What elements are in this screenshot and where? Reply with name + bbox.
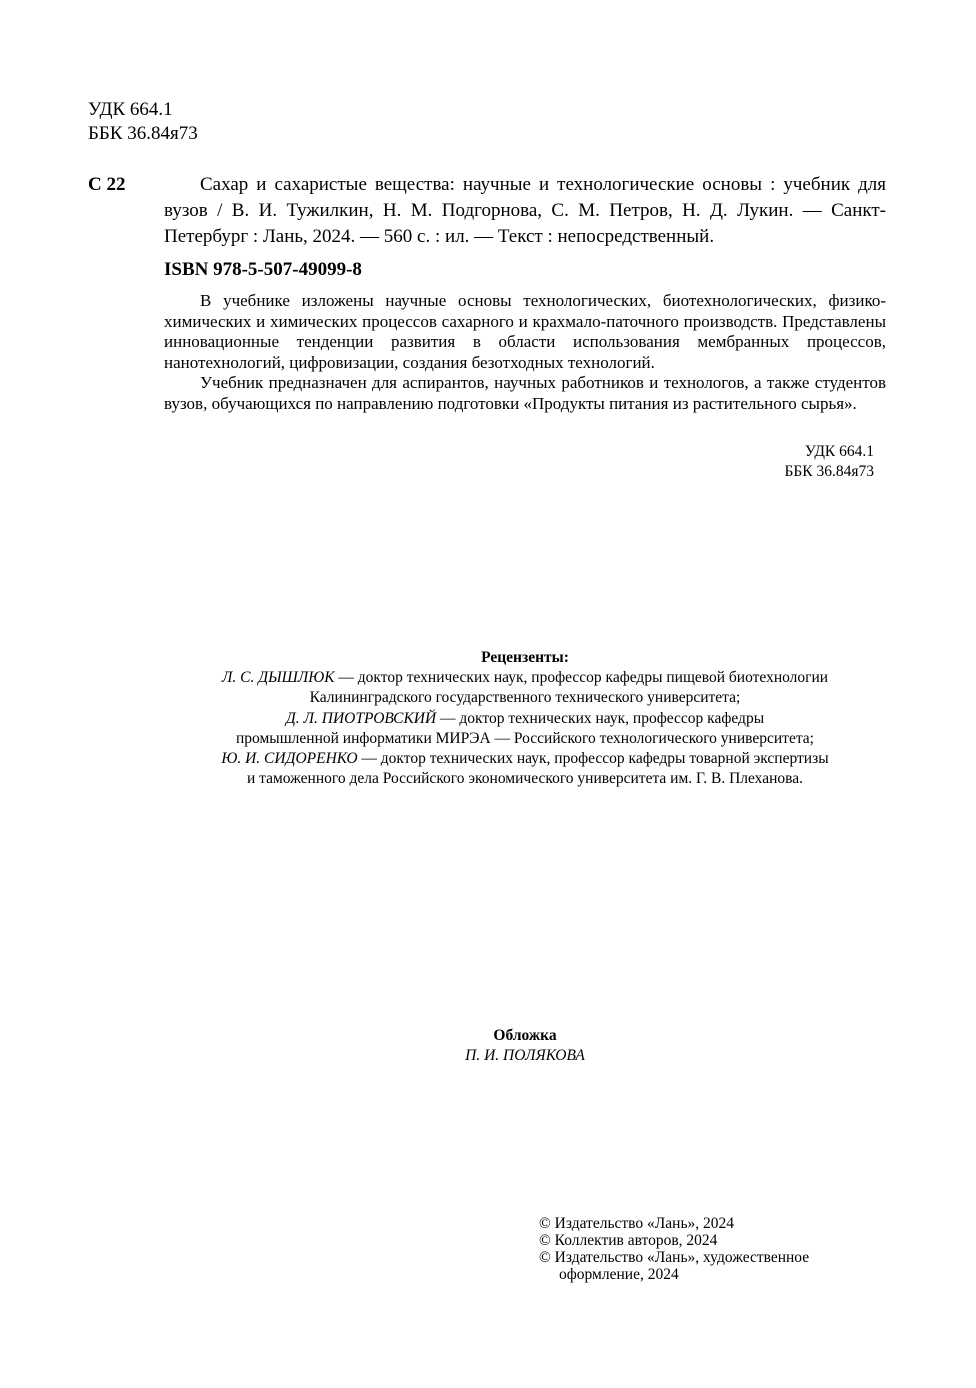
- reviewer-3: [100, 749, 950, 769]
- reviewer-name: Д. Л. ПИОТРОВСКИЙ: [285, 709, 437, 727]
- bbk-code: ББК 36.84я73: [88, 123, 198, 144]
- reviewer-1-affiliation: Калининградского государственного технического университета;: [309, 689, 741, 707]
- cover-designer: П. И. ПОЛЯКОВА: [465, 1047, 585, 1064]
- bbk-code-footer: ББК 36.84я73: [784, 463, 874, 480]
- cover-title: Обложка: [493, 1027, 557, 1044]
- classification-header: [88, 98, 198, 146]
- reviewer-2: [100, 709, 950, 729]
- reviewer-1: [100, 668, 950, 688]
- reviewer-2-affiliation: промышленной информатики МИРЭА — Российского технологического университета;: [236, 729, 814, 747]
- reviewer-desc: — доктор технических наук, профессор кафедры товарной экспертизы: [357, 750, 829, 768]
- copyright-line: © Издательство «Лань», 2024: [539, 1215, 735, 1232]
- copyright-line: оформление, 2024: [559, 1266, 679, 1283]
- reviewers-block: [100, 648, 950, 789]
- cover-credit: [300, 1026, 750, 1066]
- copyright-line: © Коллектив авторов, 2024: [539, 1232, 718, 1249]
- reviewers-title: Рецензенты:: [481, 649, 569, 666]
- copyright-line: © Издательство «Лань», художественное: [539, 1249, 810, 1266]
- isbn: ISBN 978-5-507-49099-8: [164, 259, 362, 280]
- copyright-block: [539, 1215, 809, 1283]
- udk-code: УДК 664.1: [88, 99, 173, 120]
- reviewer-name: Ю. И. СИДОРЕНКО: [221, 750, 358, 768]
- udk-code-footer: УДК 664.1: [804, 443, 874, 460]
- reviewer-desc: — доктор технических наук, профессор кафедры пищевой биотехнологии: [334, 669, 829, 687]
- annotation: [164, 291, 886, 414]
- reviewer-name: Л. С. ДЫШЛЮК: [221, 669, 335, 687]
- bibliographic-record: [164, 172, 886, 250]
- author-sign: С 22: [88, 174, 126, 195]
- annotation-paragraph-2: Учебник предназначен для аспирантов, научных работников и технологов, а также студентов вузов, обучающихся по направлению подготовки «Продукты питания из растительного сырья».: [164, 373, 886, 413]
- reviewer-3-affiliation: и таможенного дела Российского экономического университета им. Г. В. Плеханова.: [246, 770, 804, 788]
- classification-footer: [740, 442, 874, 482]
- reviewer-desc: — доктор технических наук, профессор кафедры: [436, 709, 765, 727]
- bibliographic-description: Сахар и сахаристые вещества: научные и технологические основы : учебник для вузов / В. И. Тужилкин, Н. М. Подгорнова, С. М. Петров, Н. Д. Лукин. — Санкт-Петербург : Лань, 2024. — 560 с. : ил. — Текст : непосредственный.: [164, 174, 886, 247]
- annotation-paragraph-1: В учебнике изложены научные основы технологических, биотехнологических, физико-химических и химических процессов сахарного и крахмало-паточного производств. Представлены инновационные тенденции развития в области использования мембранных процессов, нанотехнологий, цифровизации, создания безотходных технологий.: [164, 291, 886, 372]
